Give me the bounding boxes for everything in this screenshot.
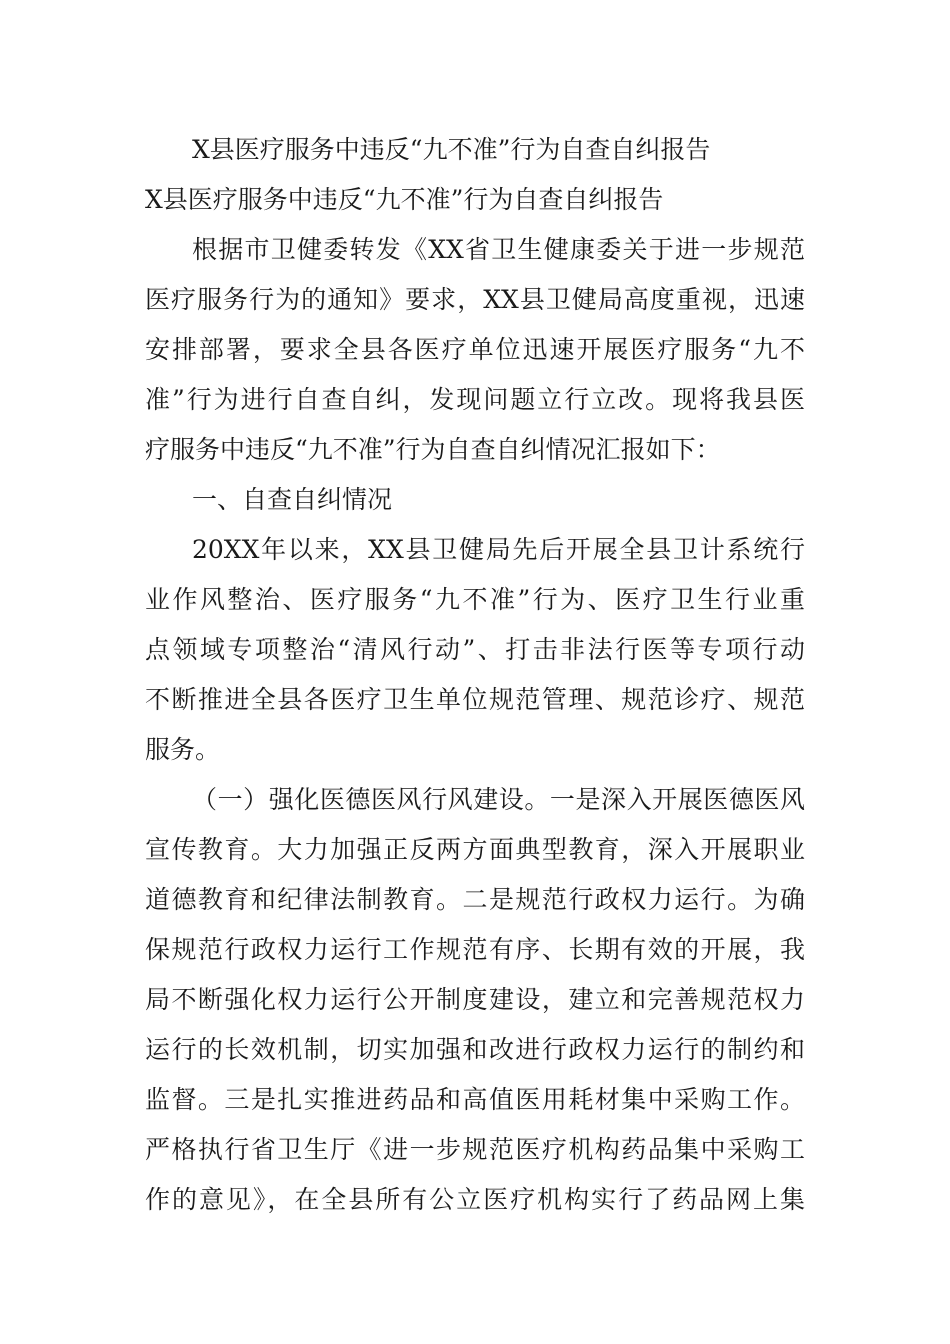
- paragraph-line: 宣传教育。大力加强正反两方面典型教育，深入开展职业: [145, 835, 805, 864]
- document-title: X县医疗服务中违反“九不准”行为自查自纠报告: [192, 135, 711, 164]
- paragraph-line: 业作风整治、医疗服务“九不准”行为、医疗卫生行业重: [145, 585, 805, 614]
- paragraph-line: （一）强化医德医风行风建设。一是深入开展医德医风: [192, 785, 805, 814]
- paragraph-line: 安排部署，要求全县各医疗单位迅速开展医疗服务“九不: [145, 335, 805, 364]
- paragraph-line: 监督。三是扎实推进药品和高值医用耗材集中采购工作。: [145, 1085, 805, 1114]
- paragraph-line: 道德教育和纪律法制教育。二是规范行政权力运行。为确: [145, 885, 805, 914]
- paragraph-line: 局不断强化权力运行公开制度建设，建立和完善规范权力: [145, 985, 805, 1014]
- paragraph-line: 服务。: [145, 735, 221, 764]
- paragraph-line: 不断推进全县各医疗卫生单位规范管理、规范诊疗、规范: [145, 685, 805, 714]
- paragraph-line: 医疗服务行为的通知》要求，XX县卫健局高度重视，迅速: [145, 285, 805, 314]
- section-heading: 一、自查自纠情况: [192, 485, 393, 514]
- paragraph-line: 根据市卫健委转发《XX省卫生健康委关于进一步规范: [192, 235, 805, 264]
- paragraph-line: 20XX年以来，XX县卫健局先后开展全县卫计系统行: [192, 535, 805, 564]
- paragraph-line: 准”行为进行自查自纠，发现问题立行立改。现将我县医: [145, 385, 805, 414]
- paragraph-line: 作的意见》，在全县所有公立医疗机构实行了药品网上集: [145, 1185, 805, 1214]
- document-subtitle: X县医疗服务中违反“九不准”行为自查自纠报告: [145, 185, 664, 214]
- paragraph-line: 保规范行政权力运行工作规范有序、长期有效的开展，我: [145, 935, 805, 964]
- paragraph-line: 运行的长效机制，切实加强和改进行政权力运行的制约和: [145, 1035, 805, 1064]
- paragraph-line: 疗服务中违反“九不准”行为自查自纠情况汇报如下：: [145, 435, 721, 464]
- paragraph-line: 严格执行省卫生厅《进一步规范医疗机构药品集中采购工: [145, 1135, 805, 1164]
- paragraph-line: 点领域专项整治“清风行动”、打击非法行医等专项行动: [145, 635, 805, 664]
